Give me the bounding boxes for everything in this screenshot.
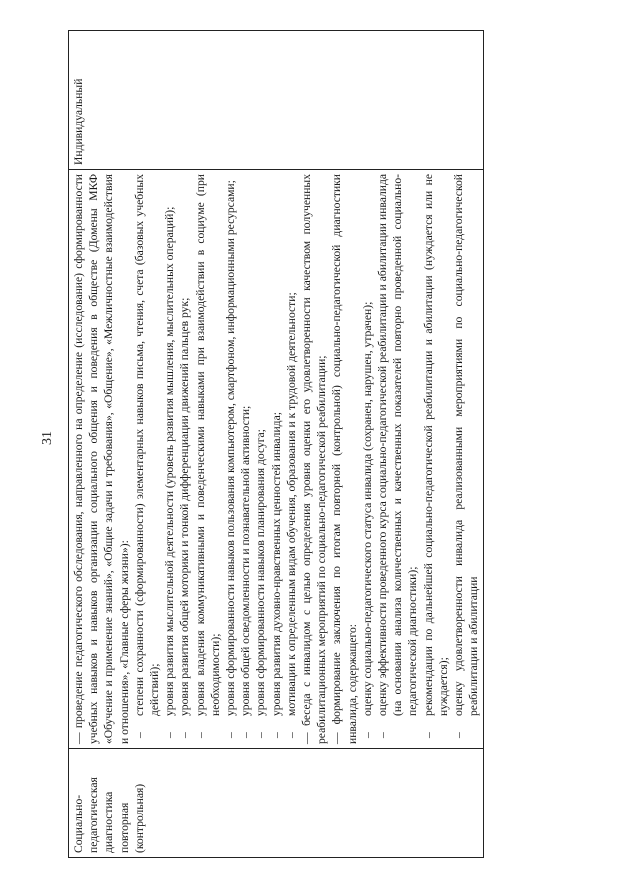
list-subitem	[193, 174, 223, 744]
list-subitem	[451, 174, 481, 744]
list-item	[71, 174, 132, 744]
dash-marker: –	[452, 732, 466, 738]
form-cell: Индивидуальный	[69, 31, 484, 170]
list-subitem	[132, 174, 162, 744]
dash-marker: –	[284, 732, 298, 738]
list-subitem-text: уровня владения коммуникативными и поведенческими навыками при взаимодействии в социуме (при необходимости);	[193, 174, 222, 716]
list-subitem-text: уровня сформированности навыков планирования досуга;	[254, 429, 268, 716]
stage-line: повторная	[117, 802, 131, 853]
list-subitem	[238, 174, 253, 744]
rotated-page-content	[68, 58, 628, 858]
content-cell	[69, 170, 484, 749]
dash-marker: –	[376, 732, 390, 738]
list-item	[329, 174, 359, 744]
stage-cell	[69, 749, 484, 858]
list-subitem-text: уровня развития общей моторики и тонкой дифференциации движений пальцев рук;	[178, 297, 192, 716]
list-subitem	[177, 174, 192, 744]
dash-marker: –	[193, 732, 207, 738]
dash-marker: –	[239, 732, 253, 738]
list-subitem-text: оценку эффективности проведенного курса социально-педагогической реабилитации и абилитации инвалида (на основании анализа количественных и качественных показателей повторно проведенной социально-педагогической диагностики);	[376, 174, 420, 716]
list-item-text: — проведение педагогического обследования, направленного на определение (исследование) сформированности учебных навыков и навыков организации социального общения и поведения в обществе (Домены МКФ «Обучение и применение знаний», «Общие задачи и требования», «Общение», «Межличностные взаимодействия и отношения», «Главные сферы жизни»):	[72, 174, 131, 744]
list-item-text: — беседа с инвалидом с целью определения уровня оценки его удовлетворенности качеством полученных реабилитационных мероприятий по социально-педагогической реабилитации;	[300, 174, 329, 744]
stage-line: Социально-	[72, 794, 85, 853]
list-subitem-text: уровня развития мыслительной деятельности (уровень развития мышления, мыслительных операций);	[163, 206, 177, 716]
list-subitem	[223, 174, 238, 744]
table-row	[69, 31, 484, 858]
stage-line: диагностика	[102, 791, 116, 853]
stage-line: педагогическая	[87, 777, 101, 853]
list-item	[299, 174, 329, 744]
list-subitem	[360, 174, 375, 744]
list-subitem-text: уровня общей осведомленности и познавательной активности;	[239, 405, 253, 716]
dash-marker: –	[132, 732, 146, 738]
page-number: 31	[40, 431, 55, 445]
stage-line: (контрольная)	[132, 783, 146, 853]
list-subitem	[269, 174, 284, 744]
list-subitem	[253, 174, 268, 744]
dash-marker: –	[178, 732, 192, 738]
list-subitem	[421, 174, 451, 744]
dash-marker: –	[163, 732, 177, 738]
list-subitem-text: рекомендации по дальнейшей социально-педагогической реабилитации и абилитации (нуждается или не нуждается);	[421, 174, 450, 716]
rehabilitation-table	[68, 30, 484, 858]
list-subitem	[284, 174, 299, 744]
list-subitem-text: оценку удовлетворенности инвалида реализованными мероприятиями по социально-педагогической реабилитации и абилитации	[452, 174, 481, 716]
list-subitem	[162, 174, 177, 744]
list-subitem-text: мотивации к определенным видам обучения, образования и к трудовой деятельности;	[284, 292, 298, 716]
dash-marker: –	[254, 732, 268, 738]
dash-marker: –	[224, 732, 238, 738]
dash-marker: –	[360, 732, 374, 738]
dash-marker: –	[269, 732, 283, 738]
list-subitem-text: уровня развития духовно-нравственных ценностей инвалида;	[269, 412, 283, 716]
list-subitem-text: степени сохранности (сформированности) элементарных навыков письма, чтения, счета (базовых учебных действий);	[132, 174, 162, 716]
dash-marker: –	[421, 732, 435, 738]
list-subitem-text: уровня сформированности навыков пользования компьютером, смартфоном, информационными ресурсами;	[224, 180, 238, 716]
list-subitem	[375, 174, 421, 744]
list-subitem-text: оценку социально-педагогического статуса инвалида (сохранен, нарушен, утрачен);	[360, 301, 374, 716]
list-item-text: — формирование заключения по итогам повторной (контрольной) социально-педагогической диагностики инвалида, содержащего:	[330, 174, 359, 744]
